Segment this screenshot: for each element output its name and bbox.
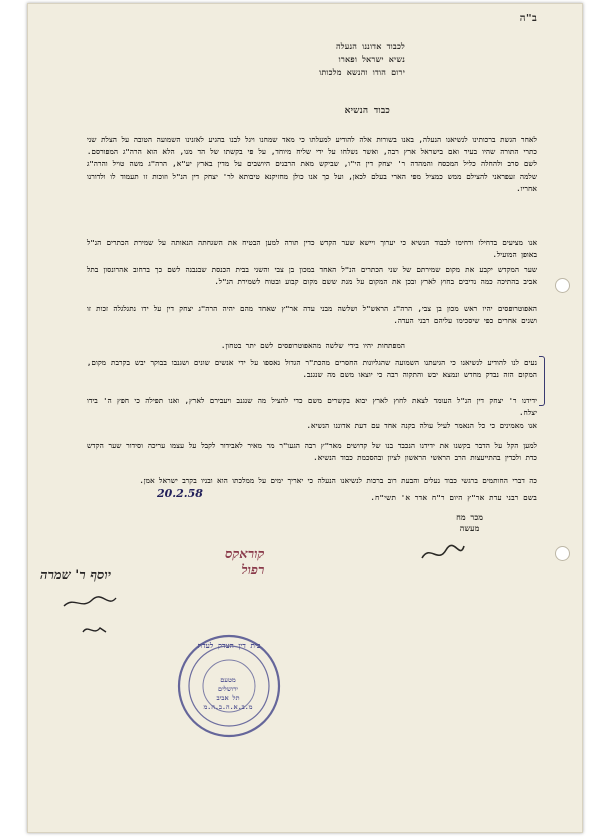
stamp-line-2: ירושלים — [218, 685, 238, 693]
signature-middle-line-1: קוראקס — [225, 547, 265, 562]
paragraph-10: כה דברי החותמים ברגשי כבוד נעלים והבעת רוב ברכות לנשיאנו הנעלה כי יאריך ימים על ממלכתו הוא ובניו בקרב ישראל אמן. — [139, 476, 537, 485]
small-initial-mark — [80, 622, 110, 638]
punch-hole-top — [555, 278, 570, 293]
margin-bracket-mark — [539, 356, 545, 406]
stamp-line-3: תל אביב — [216, 694, 240, 702]
signature-line: בשם רבני עדת אר"ץ היום ר"ח אדר א' תשי"ח. — [370, 493, 537, 502]
signature-left: יוסף ר' שמרה — [40, 568, 112, 583]
paragraph-8: אנו מאמינים כי כל הנאמר לעיל עולה בקנה אחד עם דעת אדוננו הנשיא. — [306, 421, 537, 430]
paragraph-1: לאחר הגשת ברכותינו לנשיאנו הנעלה, באנו בשורות אלה להודיע למעלתו כי מאד שמחנו ויגל לבנו בהגיע לאזנינו השמועה הטובה על הצלת שני כתרי התורה שהיו בעיר ואם בישראל ארץ רבה, ואשר נשלחו על ידי שליח מיוחד, על פי בקשתו של הד מנו, הלא הוא הרה"ג המפורסם. לשם סרב ולהחלה כליל המכסח והמהדה ר' יצחק דין הי"ו, שביקש מאת הרבנים היושבים על מדין בארץ יע"א, הרה"ג משה טויל והרה"ג שלמה זעפראני להצילם ממש כמציל מפי הארי בעלם לכאן, ועל כך אנו כולן מחזיקנא טיבותא לר' יצחק דין הנ"ל וזוכות זו תעמוד לו ולדורנו אחריו. — [87, 135, 537, 193]
address-line-3: ירום הודו והנשא מלכותו — [319, 68, 405, 77]
salutation: כבוד הנשיא — [344, 106, 390, 116]
letter-bh-mark: ב"ה — [519, 13, 537, 24]
paragraph-4: האפוטרופסים יהיו ראש מכון בן צבי, הרה"ג הראש"ל ושלשה מבני עדה אר"ץ שאחד מהם יהיה הרה"ג יצחק דין על ידו נתגלגלה זכות זו ושנים אחרים כפי שיסכימו עליהם רבני העדה. — [87, 304, 537, 326]
paragraph-7: ידידנו ר' יצחק דין הנ"ל העומד לצאת לחוץ לארץ יבוא בקשרים משם כדי להציל מה שנגנב ויעבירם לארץ, ואנו תפילה כי חפץ ה' בידו יצלח. — [87, 396, 537, 418]
signature-right — [456, 512, 483, 534]
address-line-2: נשיא ישראל ופארו — [338, 55, 405, 64]
stamp-rim-text: בית דין הצדק לעדת — [197, 641, 261, 650]
signature-right-line-1: מכר מח — [456, 513, 483, 522]
stamp-center-text — [192, 676, 264, 712]
stamp-line-1: מטעם — [220, 676, 236, 684]
signature-middle-line-2: רפול — [241, 563, 265, 578]
handwritten-date: 20.2.58 — [157, 487, 203, 500]
stamp-line-4: מ.ב.א.ה.ב.ה.מ — [203, 703, 253, 711]
signature-right-flourish — [418, 538, 468, 568]
address-line-1: לכבוד אדוננו הנעלה — [336, 42, 405, 51]
paragraph-9: למען הקל על הדבר בקשנו את ידידנו הנכבד בנו של קדושים מאר"ץ רבה הגעו"ר מר מאיר לאבידור לקבל על עצמו עריכה וסידור שער הקדש כדת ולכדין בהתייעצות הרב הראשי הראשון לציון ובהסכמת כבוד הנשיא. — [87, 441, 537, 463]
paragraph-5: המפתחות יהיו בידי שלשה מהאפוטרופסים לשם יתר בטחון. — [221, 341, 405, 350]
paragraph-3: שער המקדש יקבע את מקום שמירתם של שני הכתרים הנ"ל האחד במכון בן צבי והשני בבית הכנסת שבנבנה לשם כך ברחוב אהרונסון בתל אביב בהתיכה כמה נדיבים בחוץ לארץ ובכן את המקום על מנת ששם מקום קבוע ובטוח לשמירת הנ"ל. — [87, 265, 537, 287]
paragraph-2: אנו מציעים בדחילו ורחימו לכבוד הנשיא כי יערוך ויישא שער הקדש כדין תורה למען הבטיח את השגחתה הנאותה על שמירת הכתרים הנ"ל באופן המועיל. — [87, 238, 537, 260]
paragraph-6: נעים לנו להודיע לנשיאנו כי הגיעתנו השמועה שהגליונות החסרים מהכת"ר הגדול נאספו על ידי אנשים שונים ושגנבו בבוקר יבש בקרבת מקום, המקום הזה נבדק מחדש ונמצא יבש והתקוה רבה כי יוצאו משם מה שנגנב. — [87, 358, 537, 380]
signature-middle — [225, 547, 264, 579]
signature-left-flourish — [60, 592, 120, 614]
signature-right-line-2: מעשה — [459, 524, 480, 533]
punch-hole-bottom — [555, 546, 570, 561]
